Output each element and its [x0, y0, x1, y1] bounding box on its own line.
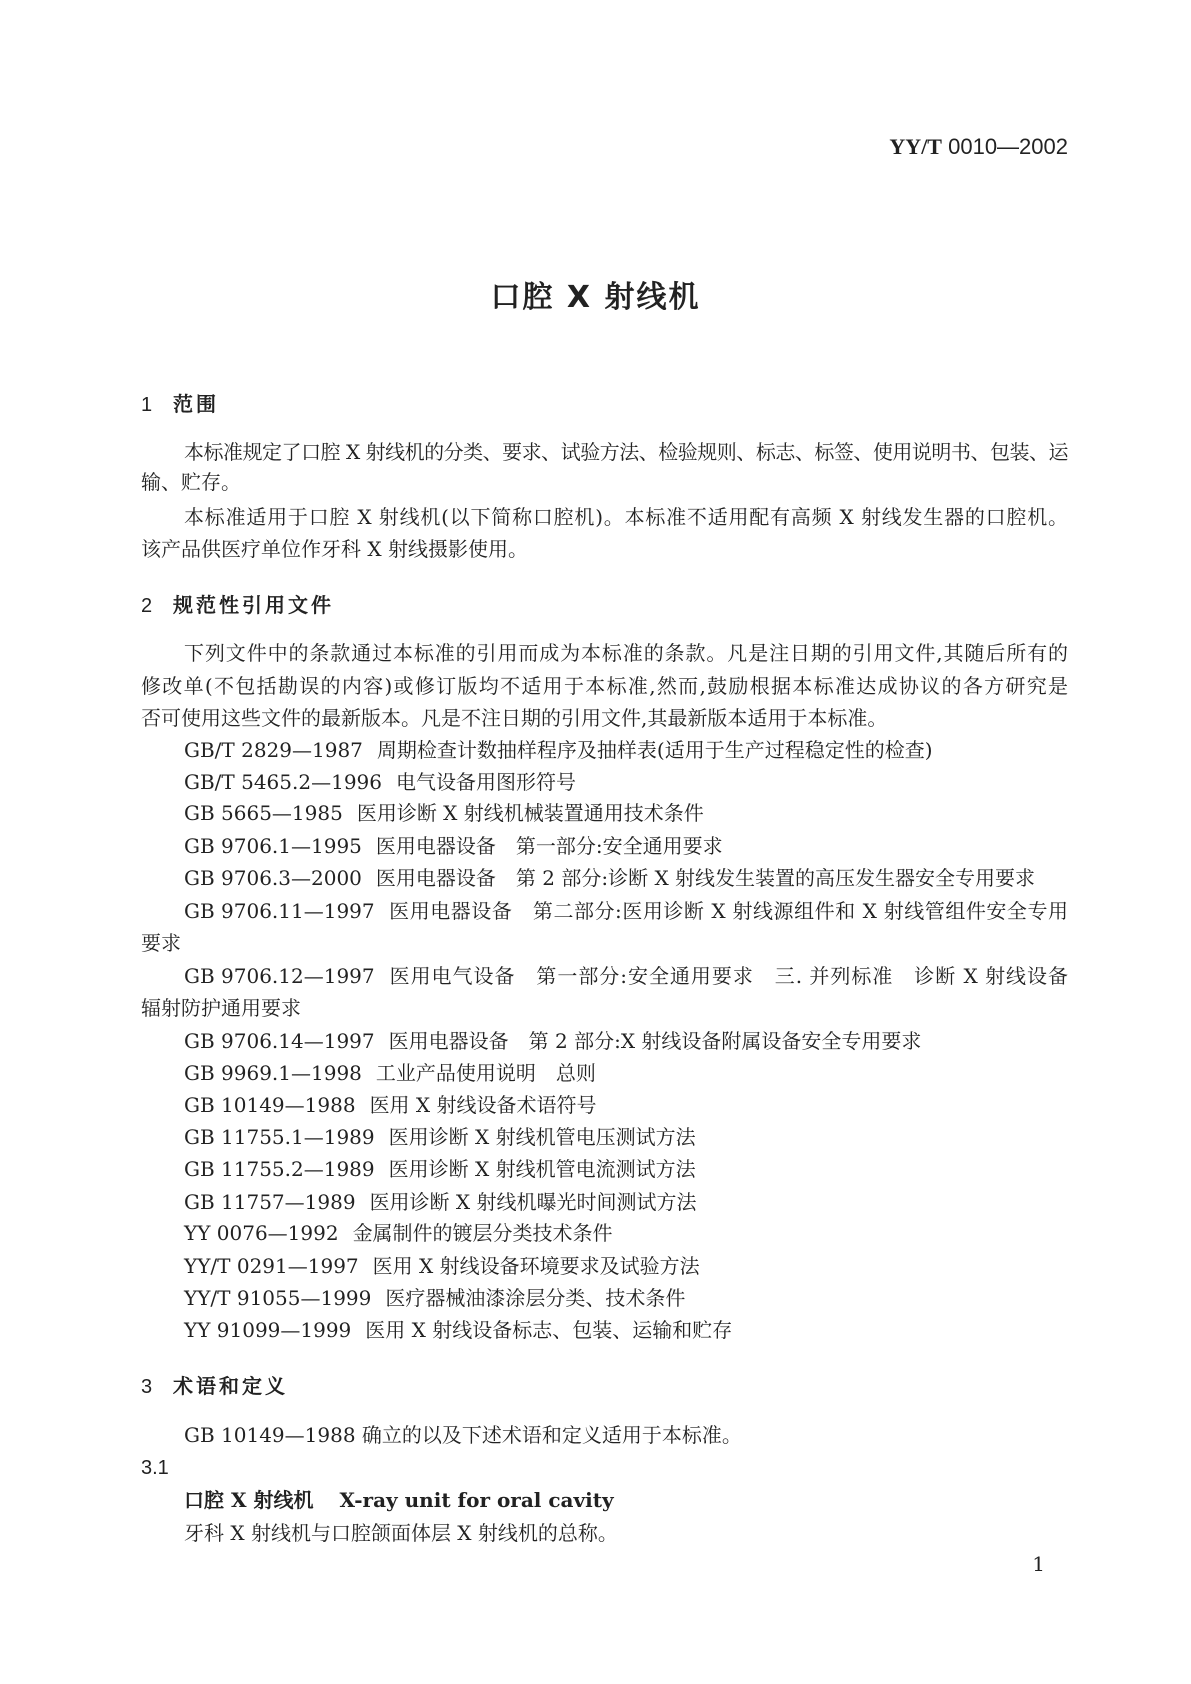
reference-title: 金属制件的镀层分类技术条件: [352, 1221, 613, 1245]
reference-title: 医用诊断 X 射线机械装置通用技术条件: [356, 801, 704, 825]
paragraph-line: 该产品供医疗单位作牙科 X 射线摄影使用。: [141, 537, 528, 561]
paragraph-line: 否可使用这些文件的最新版本。凡是不注日期的引用文件,其最新版本适用于本标准。: [141, 706, 888, 730]
reference-item: [184, 1317, 1068, 1343]
reference-code: GB 9706.3—2000: [184, 866, 362, 890]
reference-code: YY/T 0291—1997: [184, 1254, 359, 1278]
paragraph-line: GB 10149—1988 确立的以及下述术语和定义适用于本标准。: [184, 1423, 742, 1447]
reference-code: GB 10149—1988: [184, 1093, 356, 1117]
reference-code: GB 5665—1985: [184, 801, 343, 825]
reference-code: GB 9706.11—1997: [184, 899, 375, 923]
reference-code: GB 11755.2—1989: [184, 1157, 375, 1181]
section-1-heading: [141, 388, 219, 417]
reference-item: [184, 1189, 1068, 1215]
reference-item: [184, 800, 1068, 826]
reference-title: 医用 X 射线设备术语符号: [369, 1093, 597, 1117]
reference-code: GB 9706.1—1995: [184, 834, 362, 858]
reference-code: YY 0076—1992: [184, 1221, 339, 1245]
paragraph-line: 修改单(不包括勘误的内容)或修订版均不适用于本标准,然而,鼓励根据本标准达成协议的各方研究是: [141, 674, 1068, 698]
section-3-heading: [141, 1370, 288, 1399]
reference-title: 医用 X 射线设备标志、包装、运输和贮存: [365, 1318, 733, 1342]
reference-title: 周期检查计数抽样程序及抽样表(适用于生产过程稳定性的检查): [376, 738, 933, 762]
reference-code: GB 9706.14—1997: [184, 1029, 375, 1053]
section-title: 术语和定义: [173, 1374, 288, 1398]
reference-item: [184, 737, 1068, 763]
reference-code: GB 11755.1—1989: [184, 1125, 375, 1149]
reference-title: 医用电气设备 第一部分:安全通用要求 三. 并列标准 诊断 X 射线设备: [388, 964, 1068, 988]
reference-item: [184, 1253, 1068, 1279]
reference-item: [184, 898, 1068, 924]
subsection-number: 3.1: [141, 1457, 169, 1479]
reference-code: GB 9706.12—1997: [184, 964, 375, 988]
reference-title: 医用诊断 X 射线机管电流测试方法: [388, 1157, 696, 1181]
section-number: 2: [141, 595, 153, 617]
standard-prefix: YY/T: [889, 134, 942, 159]
reference-title-continued: 辐射防护通用要求: [141, 996, 301, 1020]
reference-item: [184, 1285, 1068, 1311]
reference-item: [184, 865, 1068, 891]
section-title: 规范性引用文件: [173, 593, 334, 617]
reference-title-continued: 要求: [141, 931, 181, 955]
reference-code: YY/T 91055—1999: [184, 1286, 372, 1310]
term-definition: 牙科 X 射线机与口腔颌面体层 X 射线机的总称。: [184, 1521, 618, 1545]
reference-code: YY 91099—1999: [184, 1318, 352, 1342]
reference-item: [184, 769, 1068, 795]
document-title: 口腔 X 射线机: [490, 280, 701, 315]
paragraph-line: 本标准适用于口腔 X 射线机(以下简称口腔机)。本标准不适用配有高频 X 射线发生器的口腔机。: [184, 505, 1068, 529]
term-english: X-ray unit for oral cavity: [339, 1488, 614, 1512]
reference-item: [184, 1028, 1068, 1054]
reference-item: [184, 1124, 1068, 1150]
reference-code: GB 11757—1989: [184, 1190, 356, 1214]
reference-item: [184, 833, 1068, 859]
section-number: 3: [141, 1376, 153, 1398]
paragraph-line: 本标准规定了口腔 X 射线机的分类、要求、试验方法、检验规则、标志、标签、使用说明书、包装、运: [184, 440, 1068, 464]
reference-title: 医用电器设备 第 2 部分:诊断 X 射线发生装置的高压发生器安全专用要求: [375, 866, 1036, 890]
reference-code: GB 9969.1—1998: [184, 1061, 362, 1085]
standard-code: [889, 134, 1068, 160]
standard-number: 0010—2002: [948, 134, 1068, 159]
reference-title: 医用电器设备 第一部分:安全通用要求: [375, 834, 723, 858]
reference-item: [184, 1156, 1068, 1182]
reference-title: 医用电器设备 第 2 部分:X 射线设备附属设备安全专用要求: [388, 1029, 922, 1053]
reference-item: [184, 1060, 1068, 1086]
term-heading: [184, 1487, 1068, 1513]
paragraph-line: 下列文件中的条款通过本标准的引用而成为本标准的条款。凡是注日期的引用文件,其随后所有的: [184, 641, 1068, 665]
reference-title: 工业产品使用说明 总则: [375, 1061, 596, 1085]
reference-title: 医用电器设备 第二部分:医用诊断 X 射线源组件和 X 射线管组件安全专用: [388, 899, 1068, 923]
section-2-heading: [141, 589, 334, 618]
reference-title: 医用诊断 X 射线机曝光时间测试方法: [369, 1190, 697, 1214]
term-chinese: 口腔 X 射线机: [184, 1488, 314, 1512]
reference-code: GB/T 5465.2—1996: [184, 770, 382, 794]
reference-code: GB/T 2829—1987: [184, 738, 363, 762]
section-number: 1: [141, 394, 153, 416]
reference-title: 医疗器械油漆涂层分类、技术条件: [385, 1286, 686, 1310]
reference-title: 医用 X 射线设备环境要求及试验方法: [372, 1254, 700, 1278]
section-title: 范围: [173, 392, 219, 416]
reference-title: 电气设备用图形符号: [396, 770, 576, 794]
page-number: 1: [1032, 1552, 1045, 1576]
paragraph-line: 输、贮存。: [141, 470, 241, 494]
reference-item: [184, 963, 1068, 989]
reference-title: 医用诊断 X 射线机管电压测试方法: [388, 1125, 696, 1149]
reference-item: [184, 1220, 1068, 1246]
reference-item: [184, 1092, 1068, 1118]
